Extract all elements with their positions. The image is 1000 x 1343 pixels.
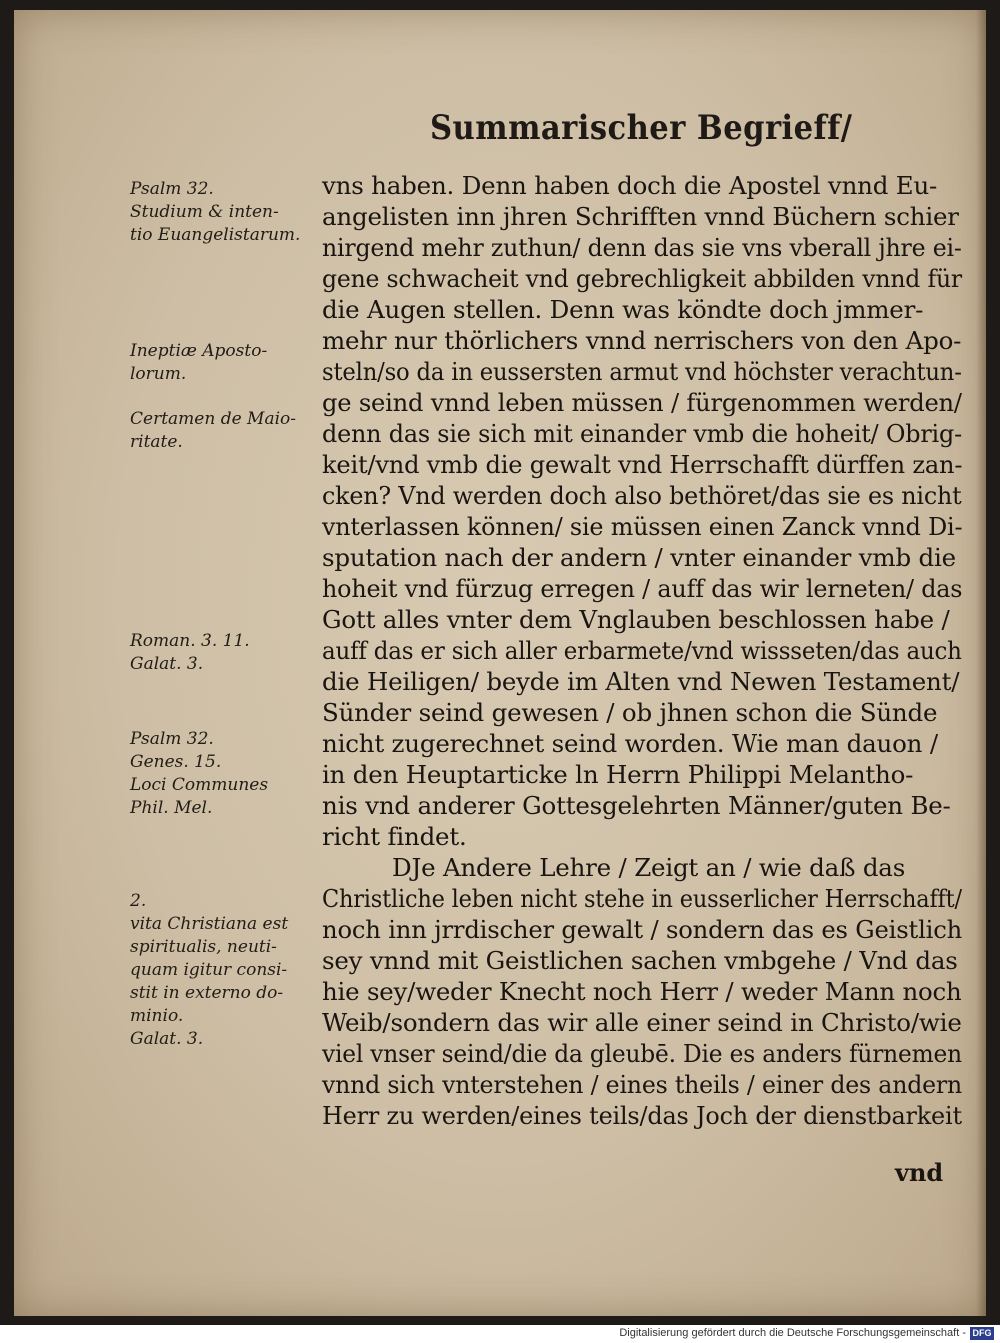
margin-note: 2. vita Christiana est spiritualis, neuti- quam igitur consi- stit in externo do- minio. Galat. 3.	[130, 891, 289, 1049]
text-line: richt findet.	[322, 822, 467, 851]
text-line: viel vnser seind/die da gleubē. Die es anders fürnemen	[322, 1039, 962, 1068]
text-line: Christliche leben nicht stehe in eusserlicher Herrschafft/	[322, 884, 962, 913]
page-edge-shadow	[976, 10, 986, 1316]
text-line: ge seind vnnd leben müssen / fürgenommen werden/	[322, 388, 962, 417]
text-line: die Augen stellen. Denn was köndte doch jmmer-	[322, 295, 924, 324]
catchword: vnd	[895, 1158, 944, 1187]
text-line: Weib/sondern das wir alle einer seind in Christo/wie	[322, 1008, 962, 1037]
text-line: Gott alles vnter dem Vnglauben beschlossen habe /	[322, 605, 950, 634]
text-line: noch inn jrrdischer gewalt / sondern das es Geistlich	[322, 915, 963, 944]
text-line: DJe Andere Lehre / Zeigt an / wie daß das	[392, 853, 906, 882]
text-line: auff das er sich aller erbarmete/vnd wissseten/das auch	[322, 636, 962, 665]
text-line: Herr zu werden/eines teils/das Joch der dienstbarkeit	[322, 1101, 962, 1130]
running-head: Summarischer Begrieff/	[430, 108, 853, 148]
text-line: angelisten inn jhren Schrifften vnnd Büchern schier	[322, 202, 959, 231]
margin-note: Certamen de Maio- ritate.	[130, 409, 296, 452]
text-line: hoheit vnd fürzug erregen / auff das wir lerneten/ das	[322, 574, 963, 603]
dfg-logo[interactable]: DFG	[970, 1327, 994, 1340]
text-line: steln/so da in eussersten armut vnd höchster verachtun-	[322, 357, 962, 386]
text-line: nicht zugerechnet seind worden. Wie man dauon /	[322, 729, 938, 758]
text-line: in den Heuptarticke ln Herrn Philippi Melantho-	[322, 760, 914, 789]
text-line: Sünder seind gewesen / ob jhnen schon die Sünde	[322, 698, 938, 727]
text-line: cken? Vnd werden doch also bethöret/das sie es nicht	[322, 481, 962, 510]
margin-note: Ineptiæ Aposto- lorum.	[130, 341, 268, 384]
text-line: denn das sie sich mit einander vmb die hoheit/ Obrig-	[322, 419, 962, 448]
margin-note: Psalm 32. Studium & inten- tio Euangelistarum.	[130, 179, 301, 245]
text-line: vns haben. Denn haben doch die Apostel vnnd Eu-	[322, 171, 938, 200]
footer-credit: Digitalisierung gefördert durch die Deutsche Forschungsgemeinschaft -	[619, 1327, 966, 1339]
text-line: vnterlassen können/ sie müssen einen Zanck vnnd Di-	[322, 512, 963, 541]
text-line: sputation nach der andern / vnter einander vmb die	[322, 543, 956, 572]
margin-note: Roman. 3. 11. Galat. 3.	[130, 631, 250, 674]
text-line: hie sey/weder Knecht noch Herr / weder Mann noch	[322, 977, 962, 1006]
text-line: mehr nur thörlichers vnnd nerrischers von den Apo-	[322, 326, 962, 355]
text-line: nis vnd anderer Gottesgelehrten Männer/guten Be-	[322, 791, 951, 820]
margin-note: Psalm 32. Genes. 15. Loci Communes Phil. Mel.	[130, 729, 269, 818]
text-line: keit/vnd vmb die gewalt vnd Herrschafft dürffen zan-	[322, 450, 963, 479]
text-line: gene schwacheit vnd gebrechligkeit abbilden vnnd für	[322, 264, 962, 293]
text-line: die Heiligen/ beyde im Alten vnd Newen Testament/	[322, 667, 960, 696]
text-line: vnnd sich vnterstehen / eines theils / einer des andern	[322, 1070, 963, 1099]
text-line: sey vnnd mit Geistlichen sachen vmbgehe / Vnd das	[322, 946, 958, 975]
text-line: nirgend mehr zuthun/ denn das sie vns vberall jhre ei-	[322, 233, 962, 262]
